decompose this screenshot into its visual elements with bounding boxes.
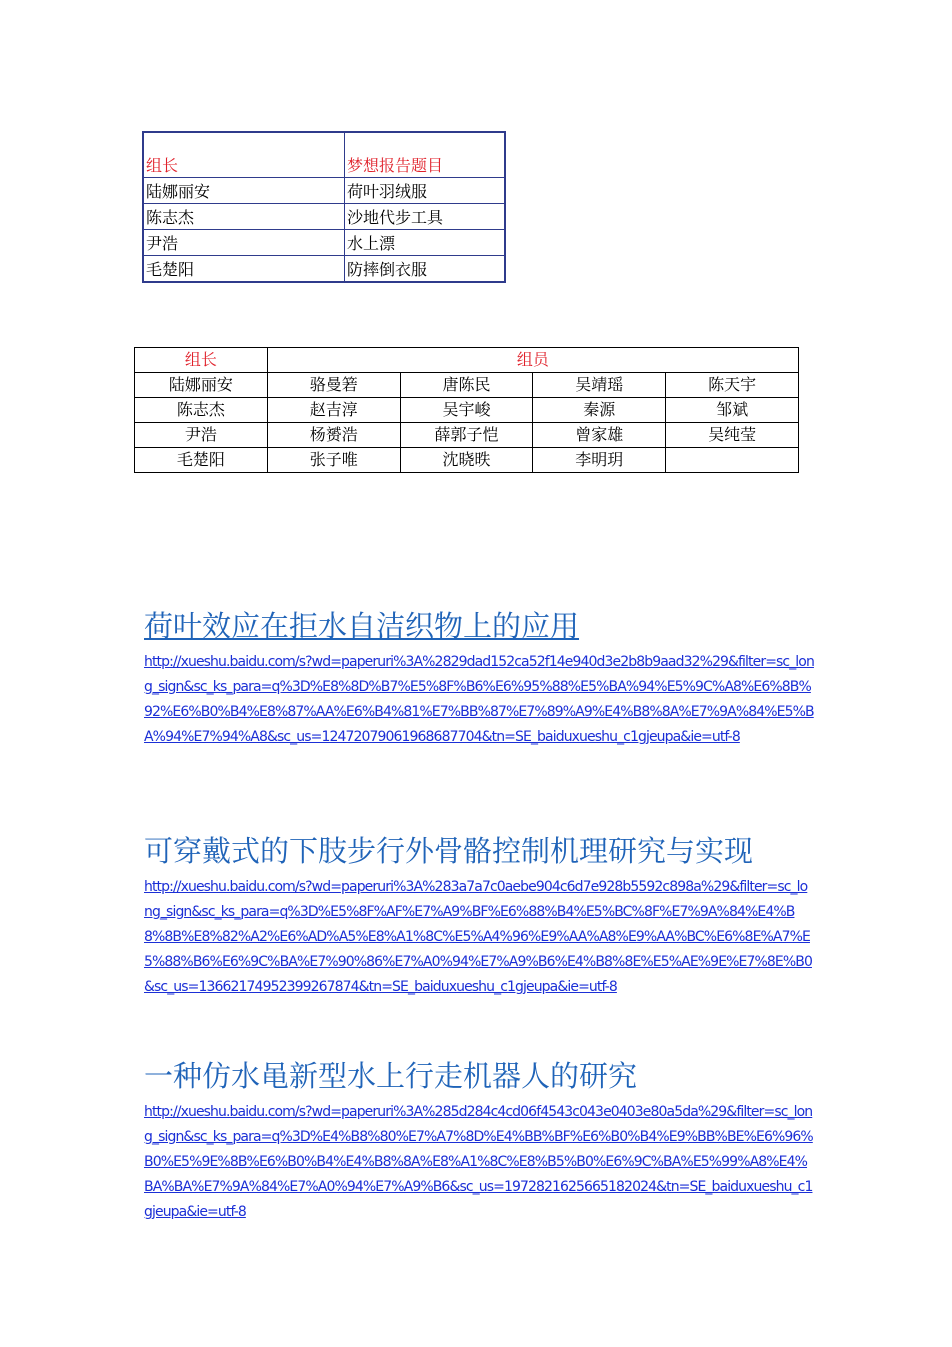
member-cell — [666, 448, 799, 473]
table-row — [135, 423, 799, 448]
member-cell: 李明玥 — [533, 448, 666, 473]
table-header-row — [135, 348, 799, 373]
leader-cell: 毛楚阳 — [135, 448, 268, 473]
topic-cell: 防摔倒衣服 — [345, 256, 506, 283]
member-cell: 唐陈民 — [400, 373, 533, 398]
table-row — [143, 230, 505, 256]
header-leader: 组长 — [135, 348, 268, 373]
leader-cell: 陆娜丽安 — [143, 178, 345, 204]
member-cell: 曾家雄 — [533, 423, 666, 448]
leader-cell: 陈志杰 — [135, 398, 268, 423]
member-cell: 陈天宇 — [666, 373, 799, 398]
topic-cell: 荷叶羽绒服 — [345, 178, 506, 204]
member-cell: 赵吉淳 — [267, 398, 400, 423]
article-title-link[interactable]: 荷叶效应在拒水自洁织物上的应用 — [144, 609, 580, 643]
article-section — [144, 1056, 814, 1225]
member-cell: 邹斌 — [666, 398, 799, 423]
table-row — [143, 204, 505, 230]
member-cell: 吴纯莹 — [666, 423, 799, 448]
member-cell: 秦源 — [533, 398, 666, 423]
leader-cell: 陆娜丽安 — [135, 373, 268, 398]
header-members: 组员 — [267, 348, 798, 373]
article-section — [144, 831, 814, 1000]
table-row — [135, 373, 799, 398]
article-title: 可穿戴式的下肢步行外骨骼控制机理研究与实现 — [144, 834, 754, 868]
member-cell: 张子唯 — [267, 448, 400, 473]
topic-cell: 水上漂 — [345, 230, 506, 256]
header-topic: 梦想报告题目 — [345, 132, 506, 178]
member-cell: 杨赟浩 — [267, 423, 400, 448]
group-members-table — [134, 347, 799, 473]
table-row — [143, 178, 505, 204]
article-url-link[interactable]: http://xueshu.baidu.com/s?wd=paperuri%3A%2829dad152ca52f14e940d3e2b8b9aad32%29&filter=sc_long_sign&sc_ks_para=q%3D%E8%8D%B7%E5%8F%B6%E6%95%88%E5%BA%94%E5%9C%A8%E6%8B%92%E6%B0%B4%E8%87%AA%E6%B4%81%E7%BB%87%E7%89%A9%E4%B8%8A%E7%9A%84%E5%BA%94%E7%94%A8&sc_us=12472079061968687704&tn=SE_baiduxueshu_c1gjeupa&ie=utf-8 — [144, 654, 814, 745]
leader-cell: 尹浩 — [143, 230, 345, 256]
member-cell: 沈晓昳 — [400, 448, 533, 473]
leader-cell: 尹浩 — [135, 423, 268, 448]
leader-cell: 毛楚阳 — [143, 256, 345, 283]
article-url-link[interactable]: http://xueshu.baidu.com/s?wd=paperuri%3A%283a7a7c0aebe904c6d7e928b5592c898a%29&filter=sc_long_sign&sc_ks_para=q%3D%E5%8F%AF%E7%A9%BF%E6%88%B4%E5%BC%8F%E7%9A%84%E4%B8%8B%E8%82%A2%E6%AD%A5%E8%A1%8C%E5%A4%96%E9%AA%A8%E9%AA%BC%E6%8E%A7%E5%88%B6%E6%9C%BA%E7%90%86%E7%A0%94%E7%A9%B6%E4%B8%8E%E5%AE%9E%E7%8E%B0&sc_us=13662174952399267874&tn=SE_baiduxueshu_c1gjeupa&ie=utf-8 — [144, 879, 812, 995]
dream-report-table — [142, 131, 506, 283]
table-header-row — [143, 132, 505, 178]
leader-cell: 陈志杰 — [143, 204, 345, 230]
header-leader: 组长 — [143, 132, 345, 178]
table-row — [135, 448, 799, 473]
topic-cell: 沙地代步工具 — [345, 204, 506, 230]
member-cell: 吴宇峻 — [400, 398, 533, 423]
member-cell: 骆曼箬 — [267, 373, 400, 398]
article-section — [144, 606, 814, 750]
table-row — [135, 398, 799, 423]
member-cell: 薛郭子恺 — [400, 423, 533, 448]
member-cell: 吴靖瑶 — [533, 373, 666, 398]
article-url-link[interactable]: http://xueshu.baidu.com/s?wd=paperuri%3A%285d284c4cd06f4543c043e0403e80a5da%29&filter=sc_long_sign&sc_ks_para=q%3D%E4%B8%80%E7%A7%8D%E4%BB%BF%E6%B0%B4%E9%BB%BE%E6%96%B0%E5%9E%8B%E6%B0%B4%E4%B8%8A%E8%A1%8C%E8%B5%B0%E6%9C%BA%E5%99%A8%E4%BA%BA%E7%9A%84%E7%A0%94%E7%A9%B6&sc_us=1972821625665182024&tn=SE_baiduxueshu_c1gjeupa&ie=utf-8 — [144, 1104, 813, 1220]
table-row — [143, 256, 505, 283]
article-title: 一种仿水黾新型水上行走机器人的研究 — [144, 1059, 638, 1093]
